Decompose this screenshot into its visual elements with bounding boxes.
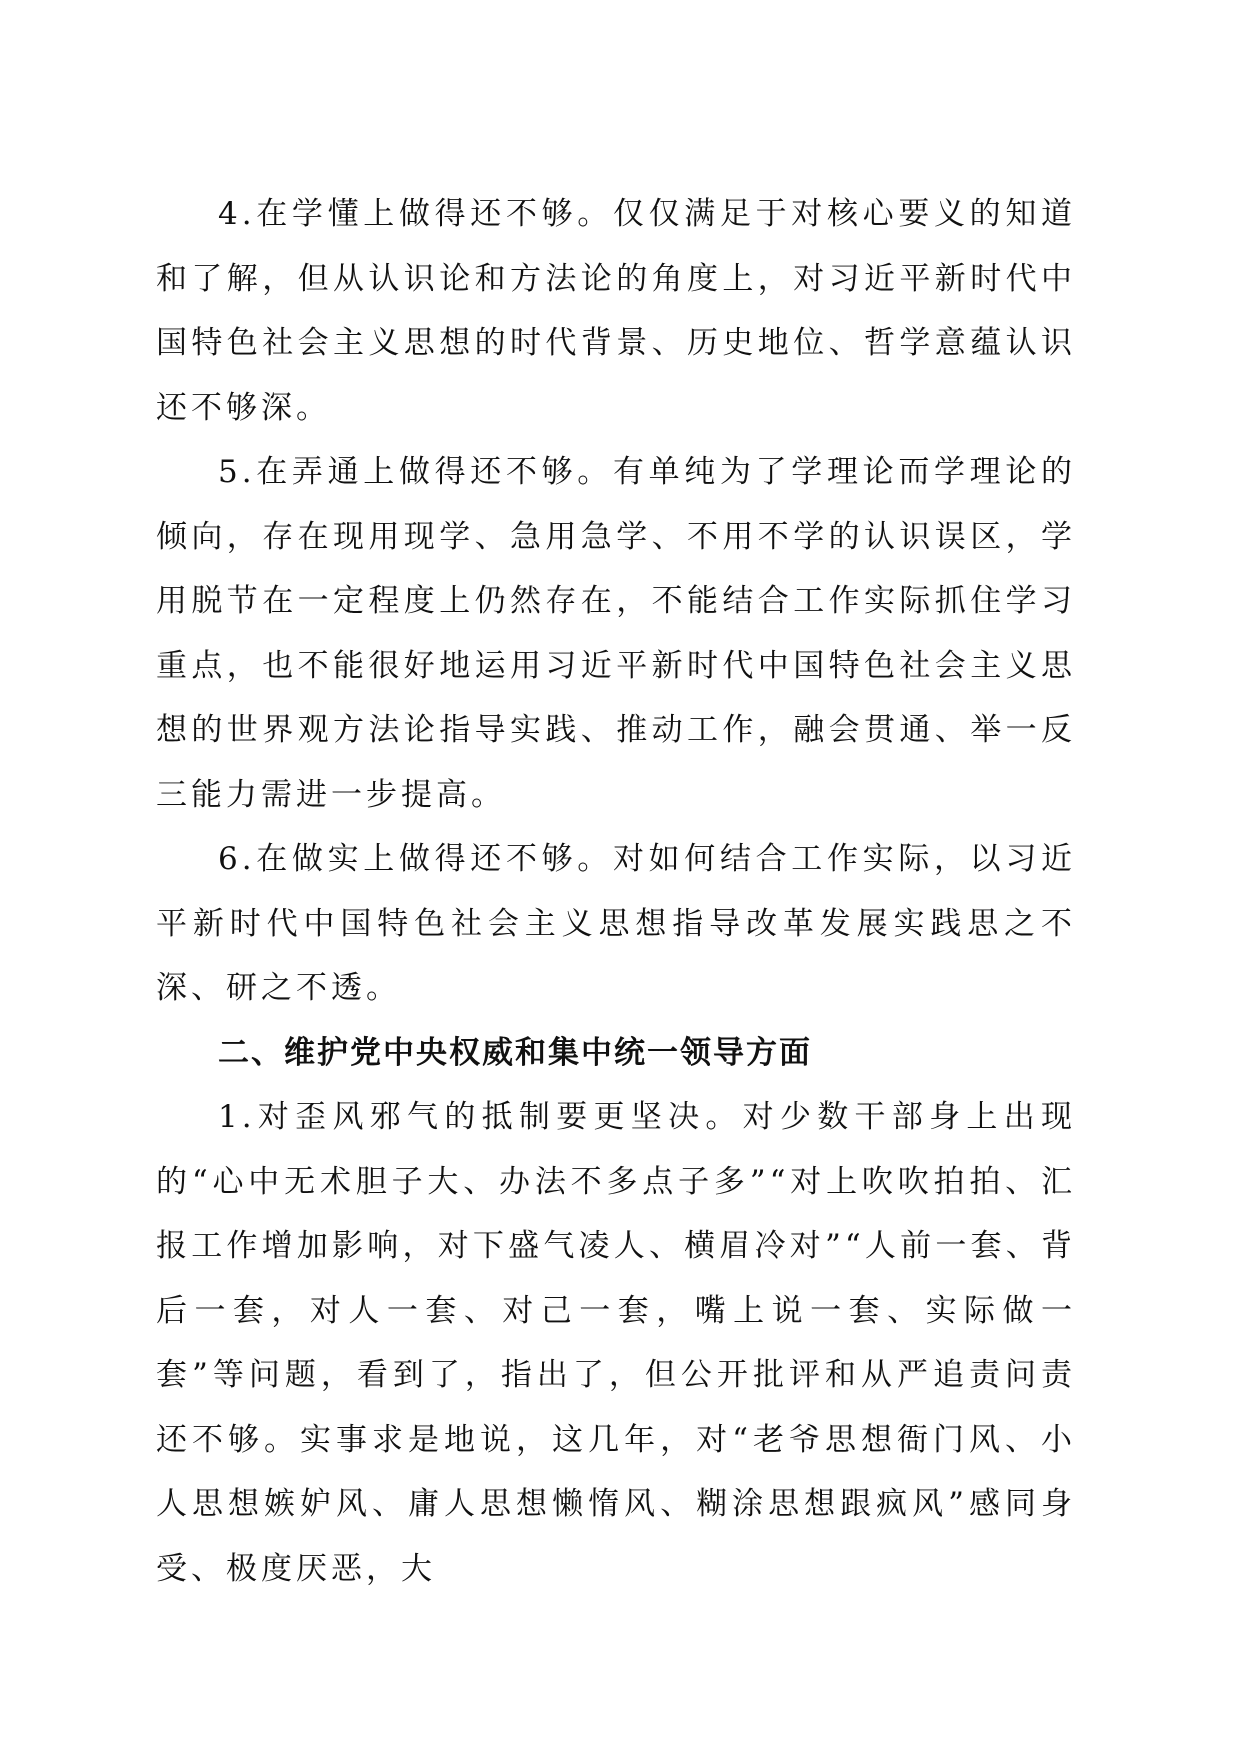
section-heading: 二、维护党中央权威和集中统一领导方面 — [218, 1034, 812, 1071]
paragraph-item-5: 5.在弄通上做得还不够。有单纯为了学理论而学理论的倾向，存在现用现学、急用急学、不用不学的认识误区，学用脱节在一定程度上仍然存在，不能结合工作实际抓住学习重点，也不能很好地运用习近平新时代中国特色社会主义思想的世界观方法论指导实践、推动工作，融会贯通、举一反三能力需进一步提高。 — [156, 454, 1076, 813]
paragraph-item-4: 4.在学懂上做得还不够。仅仅满足于对核心要义的知道和了解，但从认识论和方法论的角度上，对习近平新时代中国特色社会主义思想的时代背景、历史地位、哲学意蕴认识还不够深。 — [156, 196, 1076, 426]
paragraph-item-6: 6.在做实上做得还不够。对如何结合工作实际，以习近平新时代中国特色社会主义思想指导改革发展实践思之不深、研之不透。 — [156, 841, 1076, 1006]
paragraph-section2-item-1: 1.对歪风邪气的抵制要更坚决。对少数干部身上出现的“心中无术胆子大、办法不多点子多”“对上吹吹拍拍、汇报工作增加影响，对下盛气凌人、横眉冷对”“人前一套、背后一套，对人一套、对己一套，嘴上说一套、实际做一套”等问题，看到了，指出了，但公开批评和从严追责问责还不够。实事求是地说，这几年，对“老爷思想衙门风、小人思想嫉妒风、庸人思想懒惰风、糊涂思想跟疯风”感同身受、极度厌恶，大 — [156, 1099, 1076, 1587]
document-page — [156, 182, 1076, 1601]
